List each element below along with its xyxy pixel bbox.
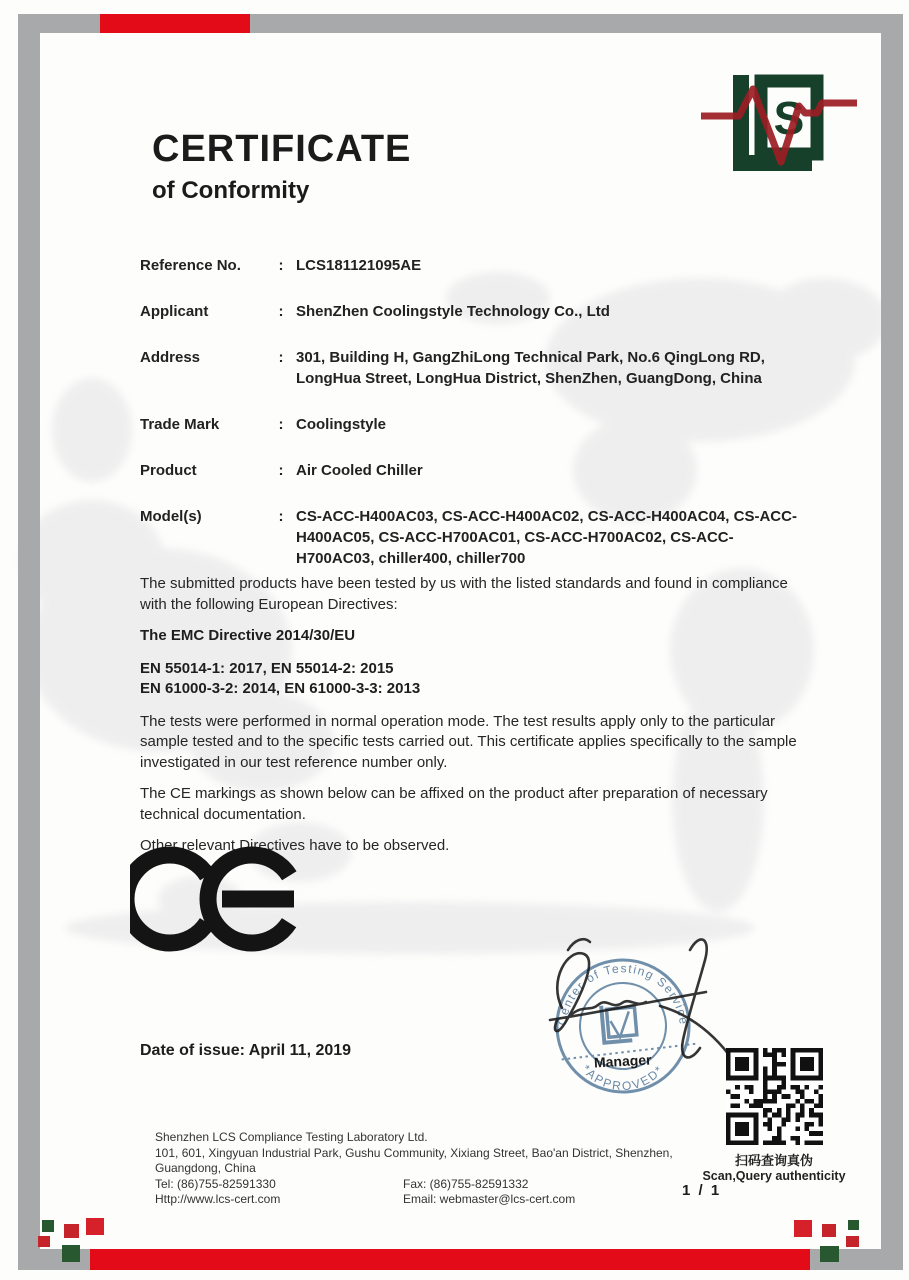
stamp-role-text: Manager — [593, 1051, 652, 1071]
field-colon: : — [278, 257, 284, 274]
field-label: Applicant — [140, 303, 209, 320]
field-row-applicant — [140, 301, 808, 322]
tests-note-paragraph: The tests were performed in normal operation mode. The test results apply only to the particular sample tested and to the specific tests carried out. This certificate applies specifically to the sample investigated in our test reference number only. — [140, 712, 797, 771]
ce-mark-icon — [130, 843, 300, 955]
field-row-models — [140, 506, 808, 569]
footer-fax: Fax: (86)755-82591332 — [403, 1176, 529, 1191]
standards-line-1: EN 55014-1: 2017, EN 55014-2: 2015 — [140, 659, 394, 677]
field-colon: : — [278, 508, 284, 525]
page-title: CERTIFICATE — [152, 128, 412, 170]
stamp-bottom-text: *APPROVED* — [579, 1062, 667, 1094]
field-value: 301, Building H, GangZhiLong Technical Park, No.6 QingLong RD, LongHua Street, LongHua District, ShenZhen, GuangDong, China — [296, 349, 765, 387]
stamp-top-text: Center of Testing Service — [555, 961, 691, 1027]
ce-note-paragraph: The CE markings as shown below can be affixed on the product after preparation of necessary technical documentation. — [140, 785, 768, 823]
intro-paragraph: The submitted products have been tested by us with the listed standards and found in compliance with the following European Directives: — [140, 575, 788, 613]
footer-block — [155, 1130, 715, 1208]
field-row-address — [140, 347, 808, 389]
field-colon: : — [278, 349, 284, 366]
field-label: Product — [140, 462, 197, 479]
field-value: Air Cooled Chiller — [296, 462, 423, 479]
field-value: CS-ACC-H400AC03, CS-ACC-H400AC02, CS-ACC-H400AC04, CS-ACC-H400AC05, CS-ACC-H700AC01, CS-ACC-H700AC02, CS-ACC-H700AC03, chiller400, chiller700 — [296, 508, 797, 567]
logo-letter: S — [773, 92, 805, 144]
lcs-pulse-logo-icon — [693, 56, 865, 180]
footer-web: Http://www.lcs-cert.com — [155, 1192, 281, 1206]
footer-company: Shenzhen LCS Compliance Testing Laboratory Ltd. — [155, 1130, 428, 1144]
field-row-product — [140, 460, 808, 481]
field-value: LCS181121095AE — [296, 257, 422, 274]
title-block — [152, 128, 411, 205]
field-value: Coolingstyle — [296, 416, 387, 433]
qr-code-icon — [726, 1048, 823, 1145]
other-directives-paragraph: Other relevant Directives have to be observed. — [140, 837, 450, 854]
page-number: 1 / 1 — [682, 1182, 722, 1199]
field-label: Model(s) — [140, 508, 202, 525]
field-row-trademark — [140, 414, 808, 435]
qr-caption-zh: 扫码查询真伪 — [734, 1153, 813, 1168]
footer-address: 101, 601, Xingyuan Industrial Park, Gushu Community, Xixiang Street, Bao'an District, Shenzhen, Guangdong, China — [155, 1145, 673, 1175]
field-row-reference — [140, 255, 808, 276]
field-label: Trade Mark — [140, 416, 220, 433]
certificate-fields — [140, 255, 808, 594]
field-label: Address — [140, 349, 201, 366]
field-label: Reference No. — [140, 257, 241, 274]
certificate-body — [140, 574, 802, 868]
field-colon: : — [278, 416, 284, 433]
footer-email: Email: webmaster@lcs-cert.com — [403, 1192, 576, 1206]
date-of-issue: Date of issue: April 11, 2019 — [140, 1042, 352, 1059]
qr-block — [694, 1048, 854, 1183]
page-subtitle: of Conformity — [152, 177, 310, 204]
field-colon: : — [278, 303, 284, 320]
footer-tel: Tel: (86)755-82591330 — [155, 1176, 276, 1191]
field-value: ShenZhen Coolingstyle Technology Co., Ltd — [296, 303, 610, 320]
emc-directive-line: The EMC Directive 2014/30/EU — [140, 627, 356, 644]
standards-line-2: EN 61000-3-2: 2014, EN 61000-3-3: 2013 — [140, 680, 421, 697]
field-colon: : — [278, 462, 284, 479]
qr-caption-en: Scan,Query authenticity — [702, 1169, 846, 1183]
